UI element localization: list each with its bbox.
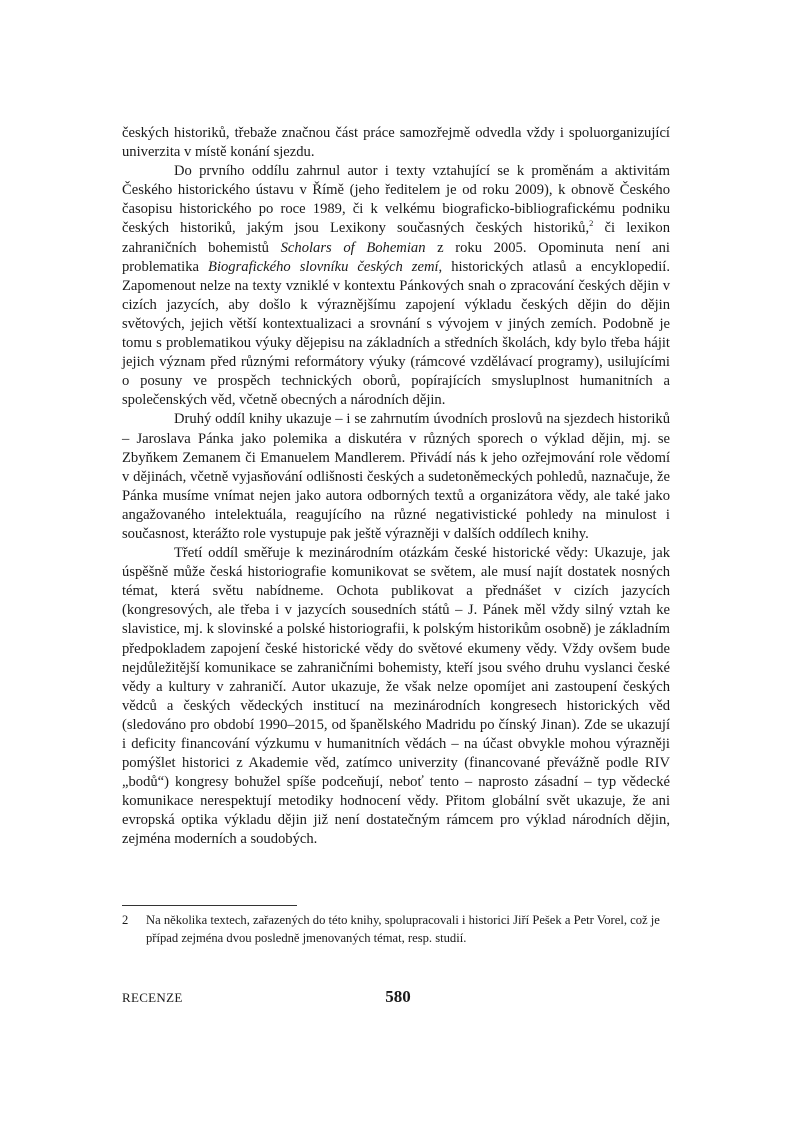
italic-title: Scholars of Bohemian: [280, 239, 426, 256]
text-segment: Třetí oddíl směřuje k mezinárodním otázkám české historické vědy: Ukazuje, jak úspěšně může česká historiografie komunikovat se světem, ale musí najít dostatek nosných témat, která světu nabídneme. Ochota publikovat a přednášet v cizích jazycích (kongresových, ale třeba i v jazycích sousedních států – J. Pánek měl vždy silný vztah ke slavistice, mj. k slovinské a polské historiografii, k polským historikům osobně) je základním předpokladem zapojení české historické vědy do světové ekumeny vědy. Vždy ovšem bude nejdůležitější komunikace se zahraničními bohemisty, kteří jsou svého druhu vyslanci české vědy a kultury v zahraničí. Autor ukazuje, že však nelze opomíjet ani zastoupení českých vědců a českých vědeckých institucí na mezinárodních kongresech historických věd (sledováno pro období 1990–2015, od španělského Madridu po čínský Jinan). Zde se ukazují i deficity financování výzkumu v humanitních vědách – na účast obvykle mohou výrazněji pomýšlet historici z Akademie věd, zatímco univerzity (financované převážně podle RIV „bodů“) kongresy bohužel spíše podceňují, neboť tento – naprosto zásadní – typ vědecké komunikace nerespektují metodiky hodnocení vědy. Přitom globální svět ukazuje, že ani evropská optika výkladu dějin již není dostatečným rámcem pro výklad národních dějin, zejména moderních a soudobých.: [122, 545, 670, 848]
text-segment: z roku 2005. Opominuta není ani problematika: [122, 239, 670, 275]
page-number: 580: [385, 987, 411, 1006]
footnote-text: Na několika textech, zařazených do této knihy, spolupracovali i historici Jiří Pešek a Petr Vorel, což je případ zejména dvou posledně jmenovaných témat, resp. studií.: [146, 913, 660, 945]
footnote: [122, 912, 670, 947]
paragraph: [122, 124, 670, 162]
footnote-separator: [122, 905, 297, 906]
paragraph: [122, 410, 670, 544]
text-segment: Druhý oddíl knihy ukazuje – i se zahrnutím úvodních proslovů na sjezdech historiků – Jaroslava Pánka jako polemika a diskutéra v různých sporech o výklad dějin, mj. se Zbyňkem Zemanem či Emanuelem Mandlerem. Přivádí nás k jeho ozřejmování role vědomí v dějinách, včetně vyjasňování odlišnosti českých a sudetoněmeckých pohledů, naznačuje, že Pánka musíme vnímat nejen jako autora odborných textů a organizátora vědy, ale také jako angažovaného intelektuála, reagujícího na různé negativistické pohledy na minulost i současnost, kterážto role vystupuje pak ještě výrazněji v dalších oddílech knihy.: [122, 411, 670, 542]
footnote-number: 2: [122, 913, 129, 927]
text-segment: českých historiků, třebaže značnou část práce samozřejmě odvedla vždy i spoluorganizující univerzita v místě konání sjezdu.: [122, 125, 670, 161]
text-segment: , historických atlasů a encyklopedií. Zapomenout nelze na texty vzniklé v kontextu Pánkových snah o zpracování českých dějin v cizích jazycích, aby došlo k výraznějšímu zapojení výkladu českých dějin do dějin světových, jejich větší kontextualizaci a srovnání s vývojem v jiných zemích. Podobně je tomu s problematikou výuky dějepisu na základních a středních školách, kdy bylo třeba hájit jejich význam před různými reformátory výuky (rámcové vzdělávací programy), usilujícími o posuny ve prospěch technických oborů, popírajících smysluplnost humanitních a společenských věd, včetně obecných a národních dějin.: [122, 258, 670, 409]
text-segment: Do prvního oddílu zahrnul autor i texty vztahující se k proměnám a aktivitám Českého historického ústavu v Římě (jeho ředitelem je od roku 2009), k obnově Českého časopisu historického po roce 1989, či k velkému biograficko-bibliografickému podniku českých historiků, jakým jsou Lexikony současných českých historiků,: [122, 163, 670, 237]
running-footer-section: RECENZE: [122, 990, 183, 1005]
italic-title: Biografického slovníku českých zemí: [208, 258, 439, 275]
text-segment: či lexikon zahraničních bohemistů: [122, 220, 670, 256]
footnote-reference: 2: [589, 218, 594, 229]
main-text: [122, 124, 670, 850]
paragraph: [122, 162, 670, 410]
paragraph: [122, 544, 670, 850]
